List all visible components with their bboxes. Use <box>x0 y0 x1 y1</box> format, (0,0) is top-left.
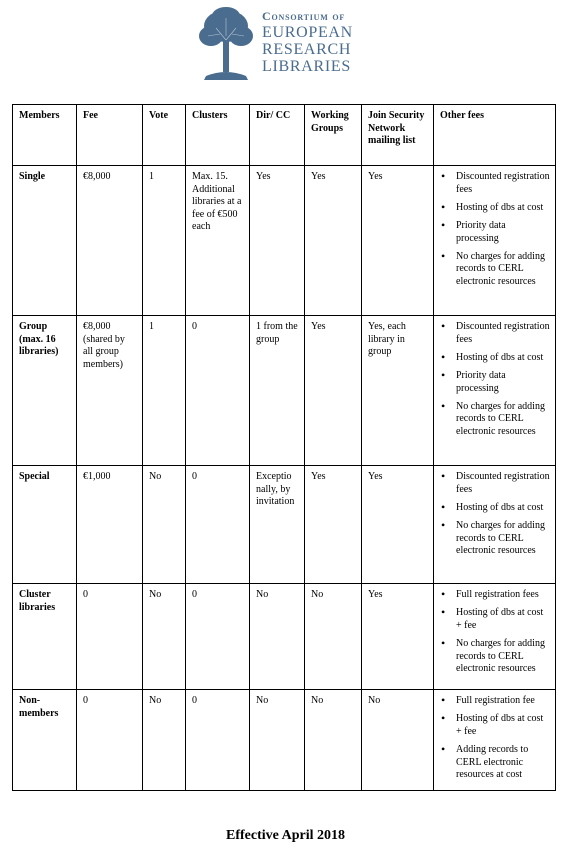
list-item: • Full registration fee <box>440 695 550 708</box>
other-fees-cell <box>434 466 556 584</box>
logo-line-1: Consortium of <box>262 9 346 23</box>
list-item: • Priority data processing <box>440 220 550 245</box>
fee-cell: 0 <box>77 584 143 690</box>
effective-date: Effective April 2018 <box>226 828 345 843</box>
list-item: • No charges for adding records to CERL electronic resources <box>440 251 550 289</box>
member-type: Special <box>13 466 77 584</box>
fee-cell: €8,000 (shared by all group members) <box>77 316 143 466</box>
fee-cell: 0 <box>77 690 143 791</box>
header-members: Members <box>13 105 77 166</box>
list-item: • Hosting of dbs at cost <box>440 352 550 365</box>
vote-cell: No <box>143 584 186 690</box>
member-type: Group (max. 16 libraries) <box>13 316 77 466</box>
list-item: • Hosting of dbs at cost + fee <box>440 713 550 738</box>
table-row <box>13 690 556 791</box>
table-row <box>13 316 556 466</box>
other-fees-cell <box>434 316 556 466</box>
dir-cc-cell: No <box>250 584 305 690</box>
security-network-cell: No <box>362 690 434 791</box>
list-item: • Discounted registration fees <box>440 321 550 346</box>
cerl-logo <box>196 6 376 82</box>
membership-table <box>12 104 556 791</box>
fee-cell: €8,000 <box>77 166 143 316</box>
clusters-cell: 0 <box>186 466 250 584</box>
table-row <box>13 584 556 690</box>
list-item: • Hosting of dbs at cost <box>440 202 550 215</box>
working-groups-cell: Yes <box>305 466 362 584</box>
security-network-cell: Yes <box>362 166 434 316</box>
list-item: • Hosting of dbs at cost + fee <box>440 607 550 632</box>
table-header-row <box>13 105 556 166</box>
other-fees-cell <box>434 584 556 690</box>
vote-cell: 1 <box>143 166 186 316</box>
clusters-cell: 0 <box>186 584 250 690</box>
header-vote: Vote <box>143 105 186 166</box>
security-network-cell: Yes, each library in group <box>362 316 434 466</box>
working-groups-cell: Yes <box>305 166 362 316</box>
header-clusters: Clusters <box>186 105 250 166</box>
vote-cell: 1 <box>143 316 186 466</box>
list-item: • Full registration fees <box>440 589 550 602</box>
security-network-cell: Yes <box>362 466 434 584</box>
other-fees-list <box>440 321 550 439</box>
vote-cell: No <box>143 466 186 584</box>
list-item: • Discounted registration fees <box>440 471 550 496</box>
working-groups-cell: No <box>305 584 362 690</box>
member-type: Single <box>13 166 77 316</box>
logo-line-3: RESEARCH <box>262 41 352 58</box>
dir-cc-cell: Exceptio nally, by invitation <box>250 466 305 584</box>
logo-line-4: LIBRARIES <box>262 58 351 75</box>
other-fees-list <box>440 471 550 558</box>
dir-cc-cell: No <box>250 690 305 791</box>
table-row <box>13 466 556 584</box>
dir-cc-cell: Yes <box>250 166 305 316</box>
working-groups-cell: Yes <box>305 316 362 466</box>
list-item: • Hosting of dbs at cost <box>440 502 550 515</box>
header-working-groups: Working Groups <box>305 105 362 166</box>
other-fees-list <box>440 695 550 782</box>
member-type: Cluster libraries <box>13 584 77 690</box>
table-row <box>13 166 556 316</box>
working-groups-cell: No <box>305 690 362 791</box>
clusters-cell: 0 <box>186 690 250 791</box>
header-fee: Fee <box>77 105 143 166</box>
organization-name <box>262 10 353 75</box>
header-dir-cc: Dir/ CC <box>250 105 305 166</box>
header-security-network: Join Security Network mailing list <box>362 105 434 166</box>
other-fees-cell <box>434 166 556 316</box>
list-item: • No charges for adding records to CERL electronic resources <box>440 401 550 439</box>
other-fees-list <box>440 171 550 289</box>
fee-cell: €1,000 <box>77 466 143 584</box>
clusters-cell: Max. 15. Additional libraries at a fee of €500 each <box>186 166 250 316</box>
clusters-cell: 0 <box>186 316 250 466</box>
vote-cell: No <box>143 690 186 791</box>
list-item: • Discounted registration fees <box>440 171 550 196</box>
member-type: Non-members <box>13 690 77 791</box>
list-item: • Adding records to CERL electronic resources at cost <box>440 744 550 782</box>
list-item: • Priority data processing <box>440 370 550 395</box>
logo-line-2: EUROPEAN <box>262 24 353 41</box>
header-other-fees: Other fees <box>434 105 556 166</box>
list-item: • No charges for adding records to CERL electronic resources <box>440 520 550 558</box>
tree-logo-icon <box>196 6 256 82</box>
dir-cc-cell: 1 from the group <box>250 316 305 466</box>
other-fees-cell <box>434 690 556 791</box>
other-fees-list <box>440 589 550 676</box>
security-network-cell: Yes <box>362 584 434 690</box>
list-item: • No charges for adding records to CERL electronic resources <box>440 638 550 676</box>
